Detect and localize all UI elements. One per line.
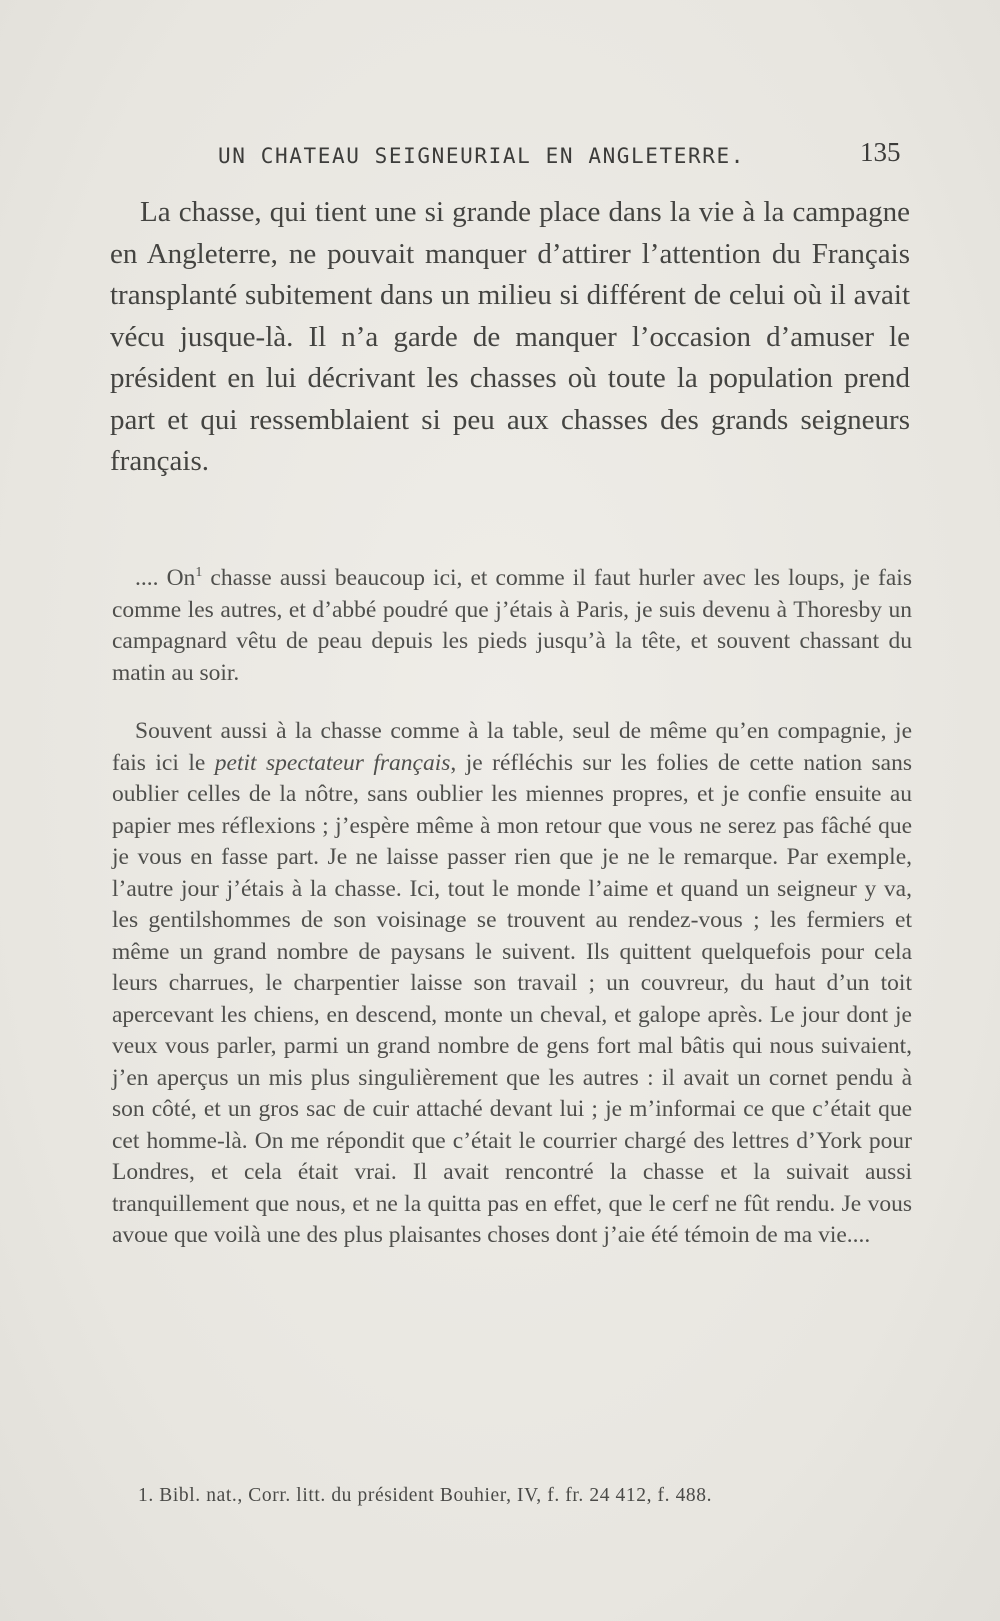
letter-text-before: Souvent aussi à la chasse comme à la table, seul de même qu’en compagnie, je fais ici le bbox=[112, 718, 912, 776]
footnote-reference[interactable]: 1 bbox=[195, 565, 203, 580]
letter-text-after: , je réfléchis sur les folies de cette nation sans oublier celles de la nôtre, sans oublier les miennes propres, et je confie ensuite au papier mes réflexions ; j’espère même à mon retour que vous ne serez pas fâché que je vous en fasse part. Je ne laisse passer rien que je ne le remarque. Par exemple, l’autre jour j’étais à la chasse. Ici, tout le monde l’aime et quand un seigneur y va, les gentilshommes de son voisinage se trouvent au rendez-vous ; les fermiers et même un grand nombre de paysans le suivent. Ils quittent quelquefois pour cela leurs charrues, le charpentier laisse son travail ; un couvreur, du haut d’un toit apercevant les chiens, en descend, monte un cheval, et galope après. Le jour dont je veux vous parler, parmi un grand nombre de gens fort mal bâtis qui nous suivaient, j’en aperçus un mis plus singulièrement que les autres : il avait un cornet pendu à son côté, et un gros sac de cuir attaché devant lui ; je m’informai ce que c’était que cet homme-là. On me répondit que c’était le courrier chargé des lettres d’York pour Londres, et cela était vrai. Il avait rencontré la chasse et la suivait aussi tranquillement que nous, et ne la quitta pas en effet, que le cerf ne fût rendu. Je vous avoue que voilà une des plus plaisantes choses dont j’aie été témoin de ma vie.... bbox=[112, 749, 912, 1248]
letter-opening: .... On bbox=[135, 565, 196, 591]
letter-text: chasse aussi beaucoup ici, et comme il faut hurler avec les loups, je fais comme les autres, et d’abbé poudré que j’étais à Paris, je suis devenu à Thoresby un campagnard vêtu de peau depuis les pieds jusqu’à la tête, et souvent chassant du matin au soir. bbox=[112, 565, 912, 686]
footnote: 1. Bibl. nat., Corr. litt. du président Bouhier, IV, f. fr. 24 412, f. 488. bbox=[138, 1485, 713, 1506]
body-paragraph: La chasse, qui tient une si grande place dans la vie à la campagne en Angleterre, ne pouvait manquer d’attirer l’attention du Français transplanté subitement dans un milieu si différent de celui où il avait vécu jusque-là. Il n’a garde de manquer l’occasion d’amuser le président en lui décrivant les chasses où toute la population prend part et qui ressemblaient si peu aux chasses des grands seigneurs français. bbox=[110, 196, 910, 477]
running-title: UN CHATEAU SEIGNEURIAL EN ANGLETERRE. bbox=[218, 144, 745, 168]
page-number: 135 bbox=[860, 137, 901, 167]
quoted-letter-paragraph-2 bbox=[112, 716, 912, 1252]
italic-title: petit spectateur français bbox=[214, 749, 451, 776]
quoted-letter-paragraph-1 bbox=[112, 557, 912, 689]
